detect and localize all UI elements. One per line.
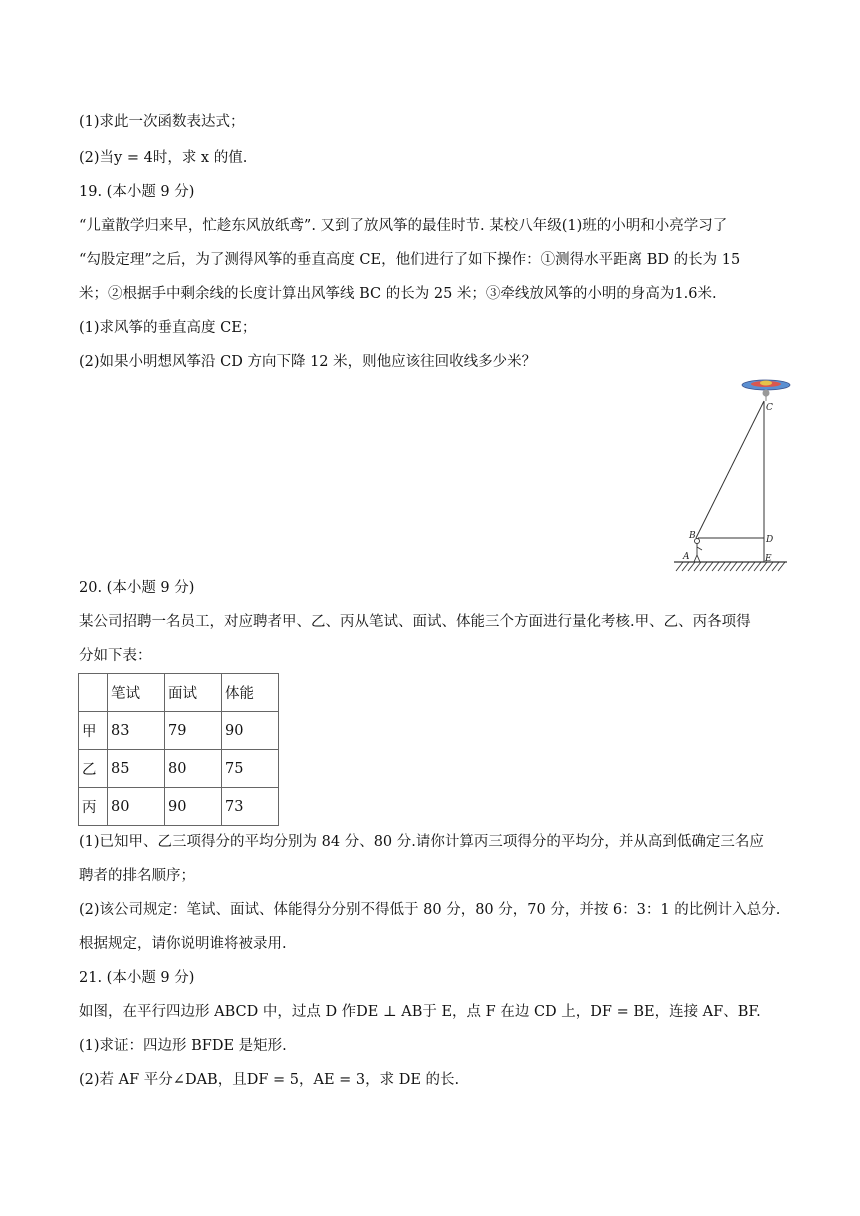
table-header-cell: 笔试 xyxy=(108,674,165,712)
label-d: D xyxy=(766,535,774,545)
q19-part1: (1)求风筝的垂直高度 CE； xyxy=(79,320,257,336)
q20-part2-line1: (2)该公司规定：笔试、面试、体能得分分别不得低于 80 分，80 分，70 分，并按 6：3：1 的比例计入总分. xyxy=(79,902,781,918)
q18-part1: (1)求此一次函数表达式； xyxy=(79,114,245,130)
table-cell: 85 xyxy=(108,750,165,788)
q21-heading: 21. (本小题 9 分) xyxy=(79,970,195,986)
table-header-cell: 体能 xyxy=(222,674,279,712)
table-cell: 79 xyxy=(165,712,222,750)
table-cell: 丙 xyxy=(79,788,108,826)
q18-part2: (2)当y = 4时，求 x 的值. xyxy=(79,150,248,166)
table-cell: 73 xyxy=(222,788,279,826)
table-cell: 80 xyxy=(165,750,222,788)
table-row xyxy=(79,750,279,788)
table-header-cell: 面试 xyxy=(165,674,222,712)
q19-text-line3: 米；②根据手中剩余线的长度计算出风筝线 BC 的长为 25 米；③牵线放风筝的小明的身高为1.6米. xyxy=(79,286,717,302)
table-cell: 90 xyxy=(222,712,279,750)
q19-text-line1: “儿童散学归来早，忙趁东风放纸鸢”. 又到了放风筝的最佳时节. 某校八年级(1)班的小明和小亮学习了 xyxy=(79,218,728,234)
person-icon xyxy=(694,539,702,563)
table-cell: 乙 xyxy=(79,750,108,788)
q20-part1-line1: (1)已知甲、乙三项得分的平均分别为 84 分、80 分.请你计算丙三项得分的平均分，并从高到低确定三名应 xyxy=(79,834,764,850)
table-row xyxy=(79,788,279,826)
q21-part1: (1)求证：四边形 BFDE 是矩形. xyxy=(79,1038,287,1054)
q19-part2: (2)如果小明想风筝沿 CD 方向下降 12 米，则他应该往回收线多少米？ xyxy=(79,354,537,370)
q20-part1-line2: 聘者的排名顺序； xyxy=(79,868,195,884)
kite-string-bc xyxy=(696,401,764,538)
table-cell: 甲 xyxy=(79,712,108,750)
table-cell: 80 xyxy=(108,788,165,826)
label-a: A xyxy=(683,552,690,562)
table-cell: 83 xyxy=(108,712,165,750)
score-table xyxy=(78,673,279,826)
q20-text-line1: 某公司招聘一名员工，对应聘者甲、乙、丙从笔试、面试、体能三个方面进行量化考核.甲、乙、丙各项得 xyxy=(79,614,751,630)
q20-heading: 20. (本小题 9 分) xyxy=(79,580,195,596)
table-row xyxy=(79,712,279,750)
q21-text-line1: 如图，在平行四边形 ABCD 中，过点 D 作DE ⊥ AB于 E，点 F 在边 CD 上，DF = BE，连接 AF、BF. xyxy=(79,1004,761,1020)
q20-text-line2: 分如下表： xyxy=(79,648,152,664)
table-header-row xyxy=(79,674,279,712)
kite-icon xyxy=(742,380,790,401)
table-header-cell xyxy=(79,674,108,712)
q19-heading: 19. (本小题 9 分) xyxy=(79,184,195,200)
kite-figure xyxy=(670,375,795,575)
table-cell: 90 xyxy=(165,788,222,826)
label-b: B xyxy=(689,531,696,541)
label-e: E xyxy=(765,554,772,564)
q21-part2: (2)若 AF 平分∠DAB，且DF = 5，AE = 3，求 DE 的长. xyxy=(79,1072,460,1088)
q20-part2-line2: 根据规定，请你说明谁将被录用. xyxy=(79,936,287,952)
table-cell: 75 xyxy=(222,750,279,788)
label-c: C xyxy=(766,403,773,413)
q19-text-line2: “勾股定理”之后，为了测得风筝的垂直高度 CE，他们进行了如下操作：①测得水平距离 BD 的长为 15 xyxy=(79,252,741,268)
